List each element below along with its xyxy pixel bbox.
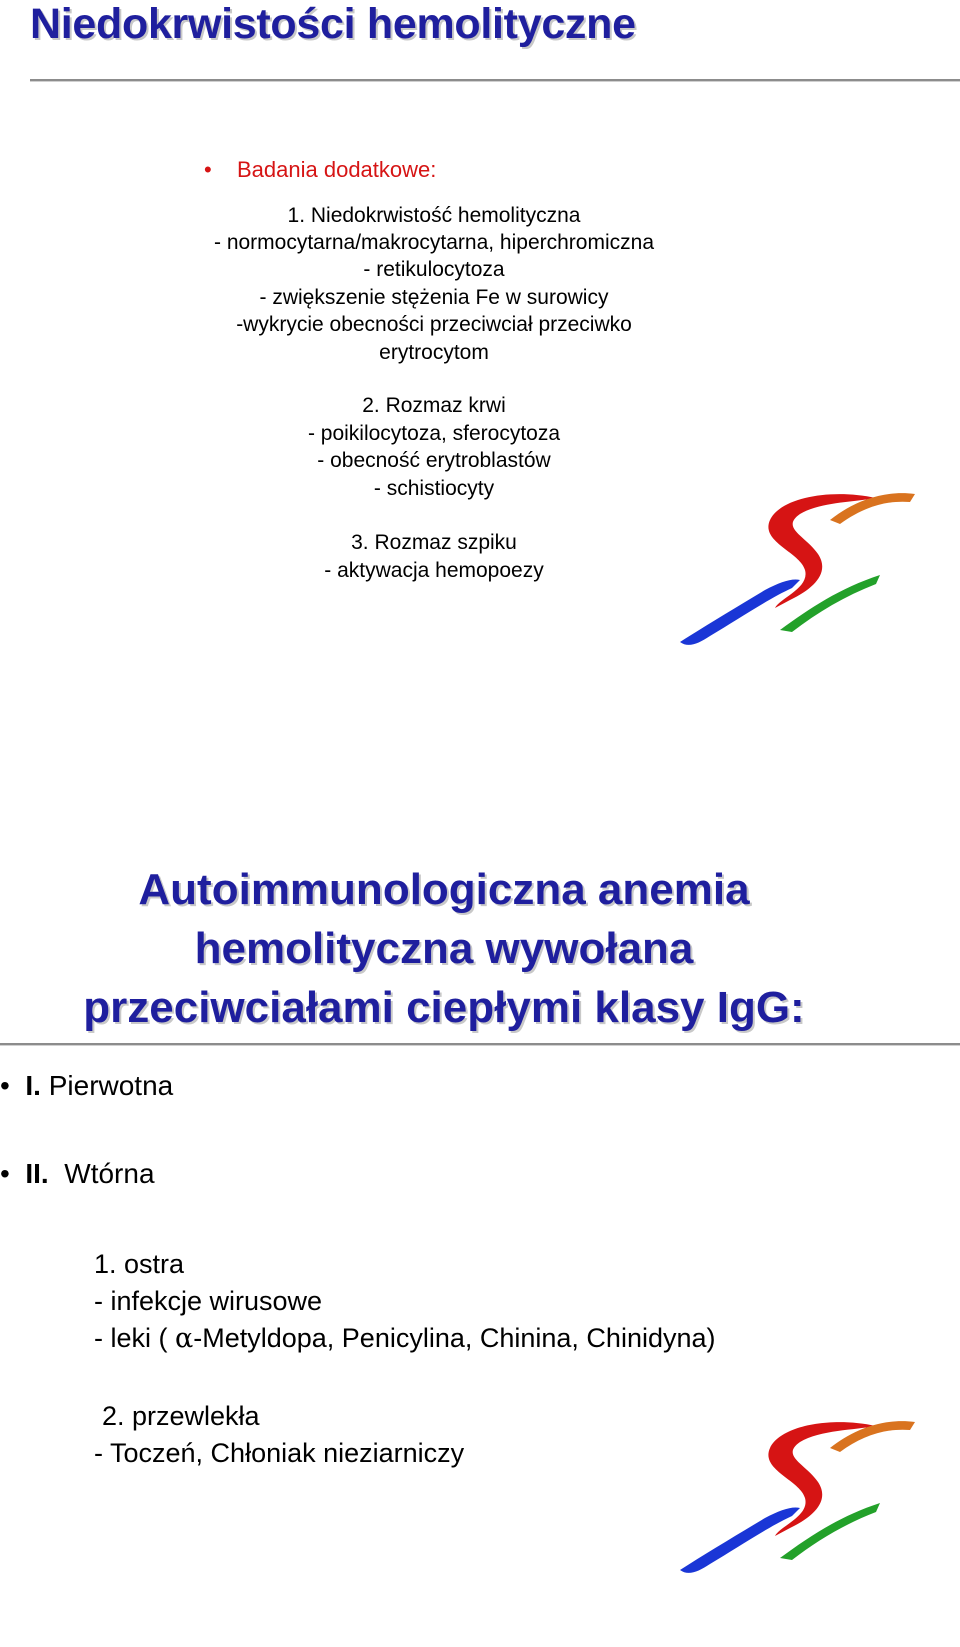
bullet-dot-icon: • <box>0 1070 26 1101</box>
acute-heading: 1. ostra <box>94 1249 185 1279</box>
acute-line: - infekcje wirusowe <box>94 1286 323 1316</box>
section2-line: - poikilocytoza, sferocytoza <box>307 422 561 445</box>
section3-line: - aktywacja hemopoezy <box>324 559 544 582</box>
slide-1-title: Niedokrwistości hemolityczne <box>30 0 636 48</box>
section2-line: 2. Rozmaz krwi <box>362 394 506 417</box>
list-item-secondary <box>0 1158 155 1190</box>
drugs-list: -Metyldopa, Penicylina, Chinina, Chinidyna) <box>193 1323 716 1353</box>
section1-line: -wykrycie obecności przeciwciał przeciwko <box>236 313 632 336</box>
title-divider <box>0 1043 960 1045</box>
item-number: I. <box>25 1070 41 1101</box>
item-number: II. <box>25 1158 49 1189</box>
bullet-dot-icon: • <box>0 1158 26 1189</box>
alpha-symbol: α <box>175 1323 194 1354</box>
slide-2-title <box>0 860 888 1037</box>
section1-line: - retikulocytoza <box>363 258 505 281</box>
section1-line: - zwiększenie stężenia Fe w surowicy <box>259 286 609 309</box>
section3-line: 3. Rozmaz szpiku <box>351 531 517 554</box>
title-line: hemolityczna wywołana <box>194 924 694 973</box>
title-divider <box>30 79 960 81</box>
item-text: Wtórna <box>64 1158 155 1189</box>
section-heading: Badania dodatkowe: <box>237 157 437 182</box>
section2-line: - schistiocyty <box>373 477 495 500</box>
section1-line: erytrocytom <box>379 341 489 364</box>
slide-1 <box>0 0 960 720</box>
list-item-primary <box>0 1070 173 1102</box>
item-text: Pierwotna <box>48 1070 174 1101</box>
colored-s-swoosh-logo <box>680 1408 930 1598</box>
bullet-dot-icon: • <box>204 157 212 182</box>
chronic-line: - Toczeń, Chłoniak nieziarniczy <box>94 1438 465 1468</box>
chronic-heading: 2. przewlekła <box>102 1401 260 1431</box>
title-line: przeciwciałami ciepłymi klasy IgG: <box>83 983 805 1032</box>
colored-s-swoosh-logo <box>680 480 930 670</box>
section1-line: 1. Niedokrwistość hemolityczna <box>287 204 581 227</box>
title-line: Autoimmunologiczna anemia <box>138 865 750 914</box>
section1-line: - normocytarna/makrocytarna, hiperchromiczna <box>214 231 654 254</box>
section2-line: - obecność erytroblastów <box>317 449 551 472</box>
acute-line-drugs <box>94 1319 716 1358</box>
drugs-prefix: - leki ( <box>94 1323 175 1353</box>
